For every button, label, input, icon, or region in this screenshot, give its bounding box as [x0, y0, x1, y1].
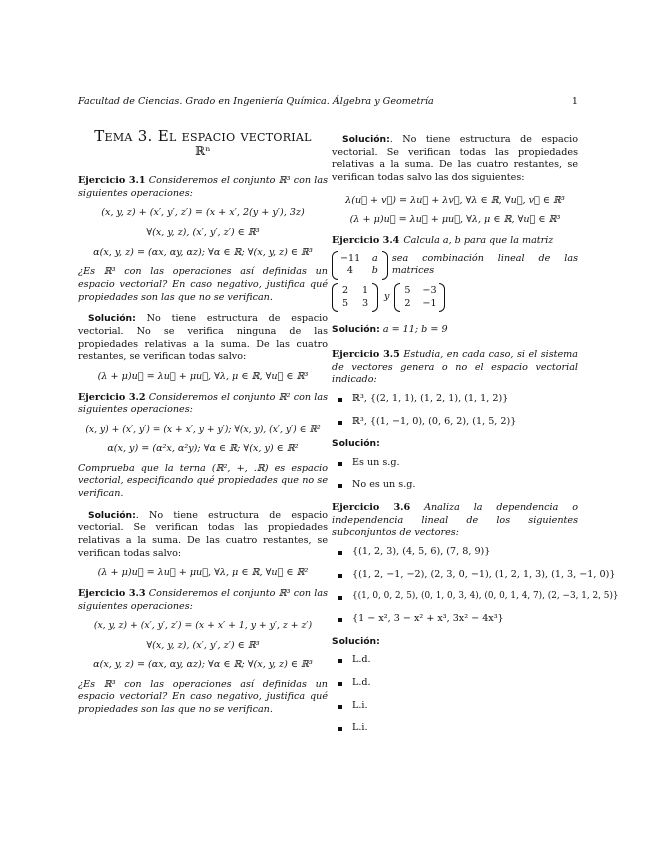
left-column — [78, 128, 328, 717]
matrix-cell: 5 — [341, 297, 349, 309]
item-list — [332, 393, 578, 428]
solution-label: Solución: — [88, 313, 136, 325]
list-item: {(1, 2, −1, −2), (2, 3, 0, −1), (1, 2, 1, 3), (1, 3, −1, 0)} — [332, 569, 578, 582]
matrix-cell: −11 — [340, 252, 361, 264]
exercise-label: Ejercicio 3.5 — [332, 348, 400, 360]
exercise-3-4 — [332, 235, 578, 312]
list-item: No es un s.g. — [332, 479, 578, 492]
exercise-text: Analiza la dependencia o independencia lineal de los siguientes subconjuntos de vectores: — [332, 502, 578, 539]
exercise-text: Consideremos el conjunto ℝ³ con las siguientes operaciones: — [78, 587, 328, 612]
chapter-title-sup: ℝⁿ — [195, 144, 211, 159]
equation: (λ + μ)u⃗ = λu⃗ + μu⃗, ∀λ, μ ∈ ℝ, ∀u⃗ ∈ ℝ² — [97, 567, 309, 579]
exercise-3-3 — [78, 588, 328, 613]
equation: ∀(x, y, z), (x′, y′, z′) ∈ ℝ³ — [146, 227, 260, 239]
exercise-text: Consideremos el conjunto ℝ² con las siguientes operaciones: — [78, 391, 328, 416]
exercise-label: Ejercicio 3.6 — [332, 502, 411, 514]
solution-text: No tiene estructura de espacio vectorial. No se verifica ninguna de las propiedades relativas a la suma. De las cuatro restantes, se verifican todas salvo: — [78, 313, 328, 363]
matrix-c — [394, 283, 444, 312]
exercise-3-5 — [332, 349, 578, 387]
matrix-row — [332, 283, 578, 312]
matrix-cell: b — [371, 265, 378, 277]
equation: (x, y, z) + (x′, y′, z′) = (x + x′, 2(y + y′), 3z) — [101, 207, 305, 219]
exercise-label: Ejercicio 3.4 — [332, 234, 400, 246]
solution-label: Solución: — [332, 324, 380, 336]
conjunction: y — [384, 291, 390, 303]
exercise-3-2 — [78, 392, 328, 417]
matrix-cell: 2 — [404, 297, 411, 309]
solution — [78, 313, 328, 364]
page-number: 1 — [571, 96, 578, 107]
list-item: L.d. — [332, 654, 578, 667]
answer-list — [332, 457, 578, 492]
exercise-label: Ejercicio 3.2 — [78, 391, 146, 403]
list-item: L.i. — [332, 700, 578, 713]
matrix-cell: 2 — [341, 284, 349, 296]
list-item: {(1, 2, 3), (4, 5, 6), (7, 8, 9)} — [332, 546, 578, 559]
matrix-a — [332, 251, 388, 280]
solution — [332, 324, 578, 337]
equation: λ(u⃗ + v⃗) = λu⃗ + λv⃗, ∀λ ∈ ℝ, ∀u⃗, v⃗ ∈ ℝ³ — [345, 194, 565, 206]
solution-text: a = 11; b = 9 — [382, 324, 448, 336]
right-column — [332, 128, 619, 745]
exercise-label: Ejercicio 3.3 — [78, 587, 146, 599]
solution — [332, 134, 578, 185]
matrix-cell: 5 — [404, 284, 411, 296]
matrix-cell: −1 — [422, 297, 437, 309]
running-title: Facultad de Ciencias. Grado en Ingeniería Química. Álgebra y Geometría — [78, 96, 434, 107]
chapter-title-main: Tema 3. El espacio vectorial — [94, 127, 312, 145]
matrix-row — [332, 235, 578, 248]
chapter-title — [78, 128, 328, 159]
matrix-cell: a — [371, 252, 378, 264]
list-item: ℝ³, {(2, 1, 1), (1, 2, 1), (1, 1, 2)} — [332, 393, 578, 406]
equation: (λ + μ)u⃗ = λu⃗ + μu⃗, ∀λ, μ ∈ ℝ, ∀u⃗ ∈ ℝ³ — [349, 214, 561, 226]
list-item: L.d. — [332, 677, 578, 690]
solution-text: . No tiene estructura de espacio vectorial. Se verifican todas las propiedades relativas a la suma. De las cuatro restantes, se verifican todas salvo: — [78, 509, 328, 559]
solution-label: Solución: — [332, 635, 380, 647]
matrix-cell: −3 — [422, 284, 437, 296]
list-item: {(1, 0, 0, 2, 5), (0, 1, 0, 3, 4), (0, 0, 1, 4, 7), (2, −3, 1, 2, 5)} — [332, 591, 578, 603]
solution-label: Solución: — [88, 509, 136, 521]
exercise-text: Estudia, en cada caso, si el sistema de vectores genera o no el espacio vectorial indicado: — [332, 348, 578, 386]
exercise-3-1 — [78, 175, 328, 200]
exercise-text: Calcula a, b para que la matriz — [403, 234, 554, 246]
list-item: Es un s.g. — [332, 457, 578, 470]
solution-label: Solución: — [332, 438, 380, 450]
equation: (x, y) + (x′, y′) = (x + x′, y + y′); ∀(x, y), (x′, y′) ∈ ℝ² — [85, 423, 321, 435]
matrix-cell: 3 — [361, 297, 369, 309]
exercise-question: ¿Es ℝ³ con las operaciones así definidas un espacio vectorial? En caso negativo, justifica qué propiedades son las que no se verifican. — [78, 678, 328, 716]
equation: α(x, y, z) = (αx, αy, αz); ∀α ∈ ℝ; ∀(x, y, z) ∈ ℝ³ — [93, 246, 313, 258]
matrix-cell: 1 — [361, 284, 369, 296]
solution-heading — [332, 636, 578, 649]
solution-label: Solución: — [342, 134, 390, 145]
exercise-label: Ejercicio 3.1 — [78, 175, 146, 187]
equation: (x, y, z) + (x′, y′, z′) = (x + x′ + 1, y + y′, z + z′) — [93, 620, 313, 632]
matrix-b — [332, 283, 378, 312]
solution-heading — [332, 438, 578, 451]
exercise-3-6 — [332, 502, 578, 540]
list-item: L.i. — [332, 722, 578, 735]
equation: α(x, y, z) = (αx, αy, αz); ∀α ∈ ℝ; ∀(x, y, z) ∈ ℝ³ — [93, 659, 313, 671]
exercise-text: Consideremos el conjunto ℝ³ con las siguientes operaciones: — [78, 175, 328, 199]
item-list — [332, 546, 619, 626]
matrix-cell: 4 — [346, 265, 353, 277]
list-item: {1 − x², 3 − x² + x³, 3x² − 4x³} — [332, 613, 578, 626]
equation: (λ + μ)u⃗ = λu⃗ + μu⃗, ∀λ, μ ∈ ℝ, ∀u⃗ ∈ ℝ³ — [97, 370, 309, 382]
equation: ∀(x, y, z), (x′, y′, z′) ∈ ℝ³ — [146, 639, 260, 651]
equation: α(x, y) = (α²x, α²y); ∀α ∈ ℝ; ∀(x, y) ∈ ℝ² — [107, 443, 299, 455]
exercise-text: sea combinación lineal de las matrices — [391, 252, 578, 277]
list-item: ℝ³, {(1, −1, 0), (0, 6, 2), (1, 5, 2)} — [332, 416, 578, 429]
exercise-question: ¿Es ℝ³ con las operaciones así definidas un espacio vectorial? En caso negativo, justifica qué propiedades son las que no se verifican. — [78, 266, 328, 303]
solution-text: . No tiene estructura de espacio vectorial. Se verifican todas las propiedades relativas a la suma. De las cuatro restantes, se verifican todas salvo las dos siguientes: — [332, 134, 578, 183]
running-header — [78, 96, 578, 110]
answer-list — [332, 654, 578, 735]
exercise-question: Comprueba que la terna (ℝ², +, .ℝ) es espacio vectorial, especificando qué propiedades que no se verifican. — [78, 462, 328, 499]
matrix-row — [332, 251, 578, 280]
solution — [78, 510, 328, 561]
